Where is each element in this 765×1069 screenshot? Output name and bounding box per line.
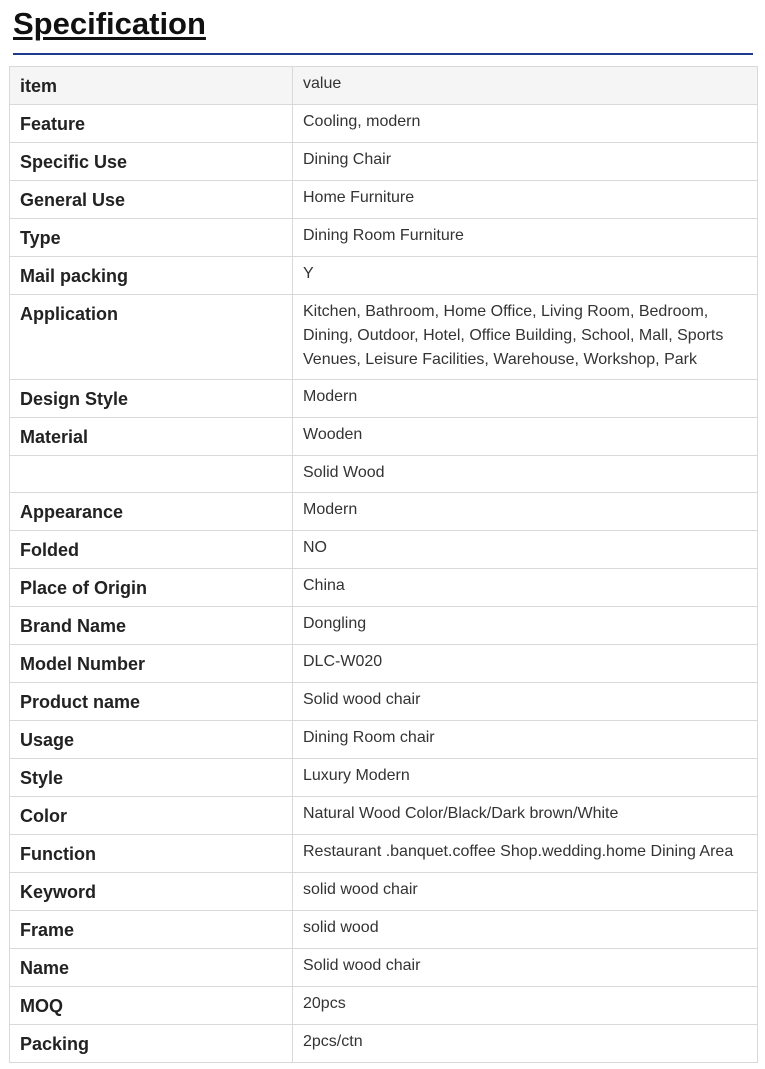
table-row	[10, 418, 758, 456]
row-item: General Use	[10, 181, 293, 219]
row-value: Modern	[293, 380, 758, 418]
table-row	[10, 835, 758, 873]
page-title: Specification	[13, 6, 206, 41]
table-row	[10, 456, 758, 493]
row-item: Name	[10, 949, 293, 987]
row-item: Style	[10, 759, 293, 797]
table-row	[10, 181, 758, 219]
spec-table	[9, 66, 758, 1063]
row-value: NO	[293, 531, 758, 569]
row-item: Usage	[10, 721, 293, 759]
table-row	[10, 911, 758, 949]
row-item: Packing	[10, 1025, 293, 1063]
table-row	[10, 493, 758, 531]
row-item: Color	[10, 797, 293, 835]
row-item: Mail packing	[10, 257, 293, 295]
row-item: Place of Origin	[10, 569, 293, 607]
row-value: Dongling	[293, 607, 758, 645]
row-item: Frame	[10, 911, 293, 949]
row-item	[10, 456, 293, 493]
table-row	[10, 257, 758, 295]
table-row	[10, 531, 758, 569]
table-row	[10, 949, 758, 987]
header-value: value	[293, 67, 758, 105]
row-item: Material	[10, 418, 293, 456]
table-row	[10, 759, 758, 797]
table-row	[10, 143, 758, 181]
row-value: DLC-W020	[293, 645, 758, 683]
table-row	[10, 683, 758, 721]
table-row	[10, 987, 758, 1025]
table-header-row	[10, 67, 758, 105]
table-row	[10, 105, 758, 143]
row-item: Brand Name	[10, 607, 293, 645]
row-item: Design Style	[10, 380, 293, 418]
row-value: Dining Chair	[293, 143, 758, 181]
row-value: Solid Wood	[293, 456, 758, 493]
row-item: Type	[10, 219, 293, 257]
table-row	[10, 721, 758, 759]
row-value: Wooden	[293, 418, 758, 456]
row-value: Dining Room chair	[293, 721, 758, 759]
table-row	[10, 569, 758, 607]
row-value: Cooling, modern	[293, 105, 758, 143]
row-value: Natural Wood Color/Black/Dark brown/White	[293, 797, 758, 835]
table-row	[10, 380, 758, 418]
row-value: China	[293, 569, 758, 607]
row-item: MOQ	[10, 987, 293, 1025]
row-value: 2pcs/ctn	[293, 1025, 758, 1063]
row-item: Application	[10, 295, 293, 380]
row-item: Folded	[10, 531, 293, 569]
row-item: Keyword	[10, 873, 293, 911]
row-value: Kitchen, Bathroom, Home Office, Living Room, Bedroom, Dining, Outdoor, Hotel, Office Building, School, Mall, Sports Venues, Leisure Facilities, Warehouse, Workshop, Park	[293, 295, 758, 380]
row-value: Modern	[293, 493, 758, 531]
row-item: Feature	[10, 105, 293, 143]
title-divider	[13, 53, 753, 55]
row-value: Y	[293, 257, 758, 295]
row-value: Solid wood chair	[293, 949, 758, 987]
table-row	[10, 219, 758, 257]
table-row	[10, 295, 758, 380]
row-item: Function	[10, 835, 293, 873]
row-value: solid wood	[293, 911, 758, 949]
row-item: Product name	[10, 683, 293, 721]
row-value: 20pcs	[293, 987, 758, 1025]
row-value: Solid wood chair	[293, 683, 758, 721]
row-item: Model Number	[10, 645, 293, 683]
row-value: solid wood chair	[293, 873, 758, 911]
table-row	[10, 873, 758, 911]
row-value: Dining Room Furniture	[293, 219, 758, 257]
row-value: Luxury Modern	[293, 759, 758, 797]
table-row	[10, 797, 758, 835]
row-item: Appearance	[10, 493, 293, 531]
table-row	[10, 607, 758, 645]
row-item: Specific Use	[10, 143, 293, 181]
row-value: Restaurant .banquet.coffee Shop.wedding.home Dining Area	[293, 835, 758, 873]
row-value: Home Furniture	[293, 181, 758, 219]
table-row	[10, 645, 758, 683]
header-item: item	[10, 67, 293, 105]
table-row	[10, 1025, 758, 1063]
